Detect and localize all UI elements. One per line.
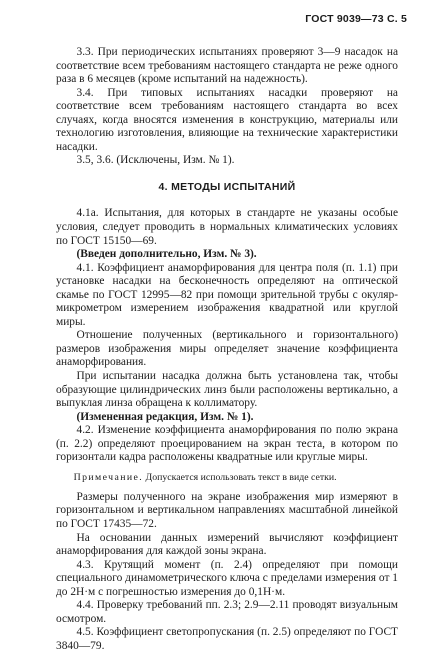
amendment-note-4-1: (Измененная редакция, Изм. № 1). — [76, 410, 254, 423]
paragraph-4-4: 4.4. Проверку требований пп. 2.3; 2.9—2.11 проводят визуальным осмотром. — [56, 599, 398, 625]
paragraph-3-5: 3.5, 3.6. (Исключены, Изм. № 1). — [76, 154, 235, 167]
paragraph-3-4: 3.4. При типовых испытаниях насадки проверяют на соответствие всем требованиям настоящего стандарта во всех случаях, когда вносятся изменения в конструкцию, материалы или технологию изготовления, влияющие на технические характеристики насадки. — [56, 86, 398, 153]
paragraph-4-1a: 4.1а. Испытания, для которых в стандарте не указаны особые условия, следует проводить в нормальных климатических условиях по ГОСТ 15150—69. — [56, 207, 398, 247]
section-heading: 4. МЕТОДЫ ИСПЫТАНИЙ — [158, 180, 296, 193]
paragraph-4-1-setup: При испытании насадка должна быть установлена так, чтобы образующие цилиндрических линз были расположены вертикально, а выпуклая линза обращена к коллиматору. — [56, 370, 398, 410]
paragraph-4-2-measure: Размеры полученного на экране изображения мир измеряют в горизонтальном и вертикальном направлениях масштабной линейкой по ГОСТ 17435—72. — [56, 490, 398, 530]
page-header: ГОСТ 9039—73 С. 5 — [305, 13, 407, 25]
amendment-note-4-1a: (Введен дополнительно, Изм. № 3). — [76, 248, 257, 261]
note — [56, 472, 398, 484]
paragraph-3-3: 3.3. При периодических испытаниях проверяют 3—9 насадок на соответствие всем требованиям настоящего стандарта не реже одного раза в 6 месяцев (кроме испытаний на надежность). — [56, 46, 398, 86]
note-text: Допускается использовать текст в виде сетки. — [143, 471, 337, 483]
document-body — [56, 46, 398, 653]
paragraph-4-3: 4.3. Крутящий момент (п. 2.4) определяют при помощи специального динамометрического ключа с пределами измерения от 1 до 2Н·м с погрешностью измерения до 0,1Н·м. — [56, 558, 398, 598]
note-label: Примечание. — [73, 471, 144, 483]
paragraph-4-2: 4.2. Изменение коэффициента анаморфирования по полю экрана (п. 2.2) определяют проецированием на экран теста, в котором по горизонтали кадра расположены квадратные или круглые миры. — [56, 424, 398, 464]
paragraph-4-2-compute: На основании данных измерений вычисляют коэффициент анаморфирования для каждой зоны экрана. — [56, 531, 398, 558]
paragraph-4-1: 4.1. Коэффициент анаморфирования для центра поля (п. 1.1) при установке насадки на бесконечность определяют на оптической скамье по ГОСТ 12995—82 при помощи зрительной трубы с окуляр-микрометром измерением изображения квадратной или круглой миры. — [56, 261, 398, 328]
paragraph-4-5: 4.5. Коэффициент светопропускания (п. 2.5) определяют по ГОСТ 3840—79. — [56, 626, 398, 652]
paragraph-4-1-ratio: Отношение полученных (вертикального и горизонтального) размеров изображения миры определяет значение коэффициента анаморфирования. — [56, 329, 398, 369]
